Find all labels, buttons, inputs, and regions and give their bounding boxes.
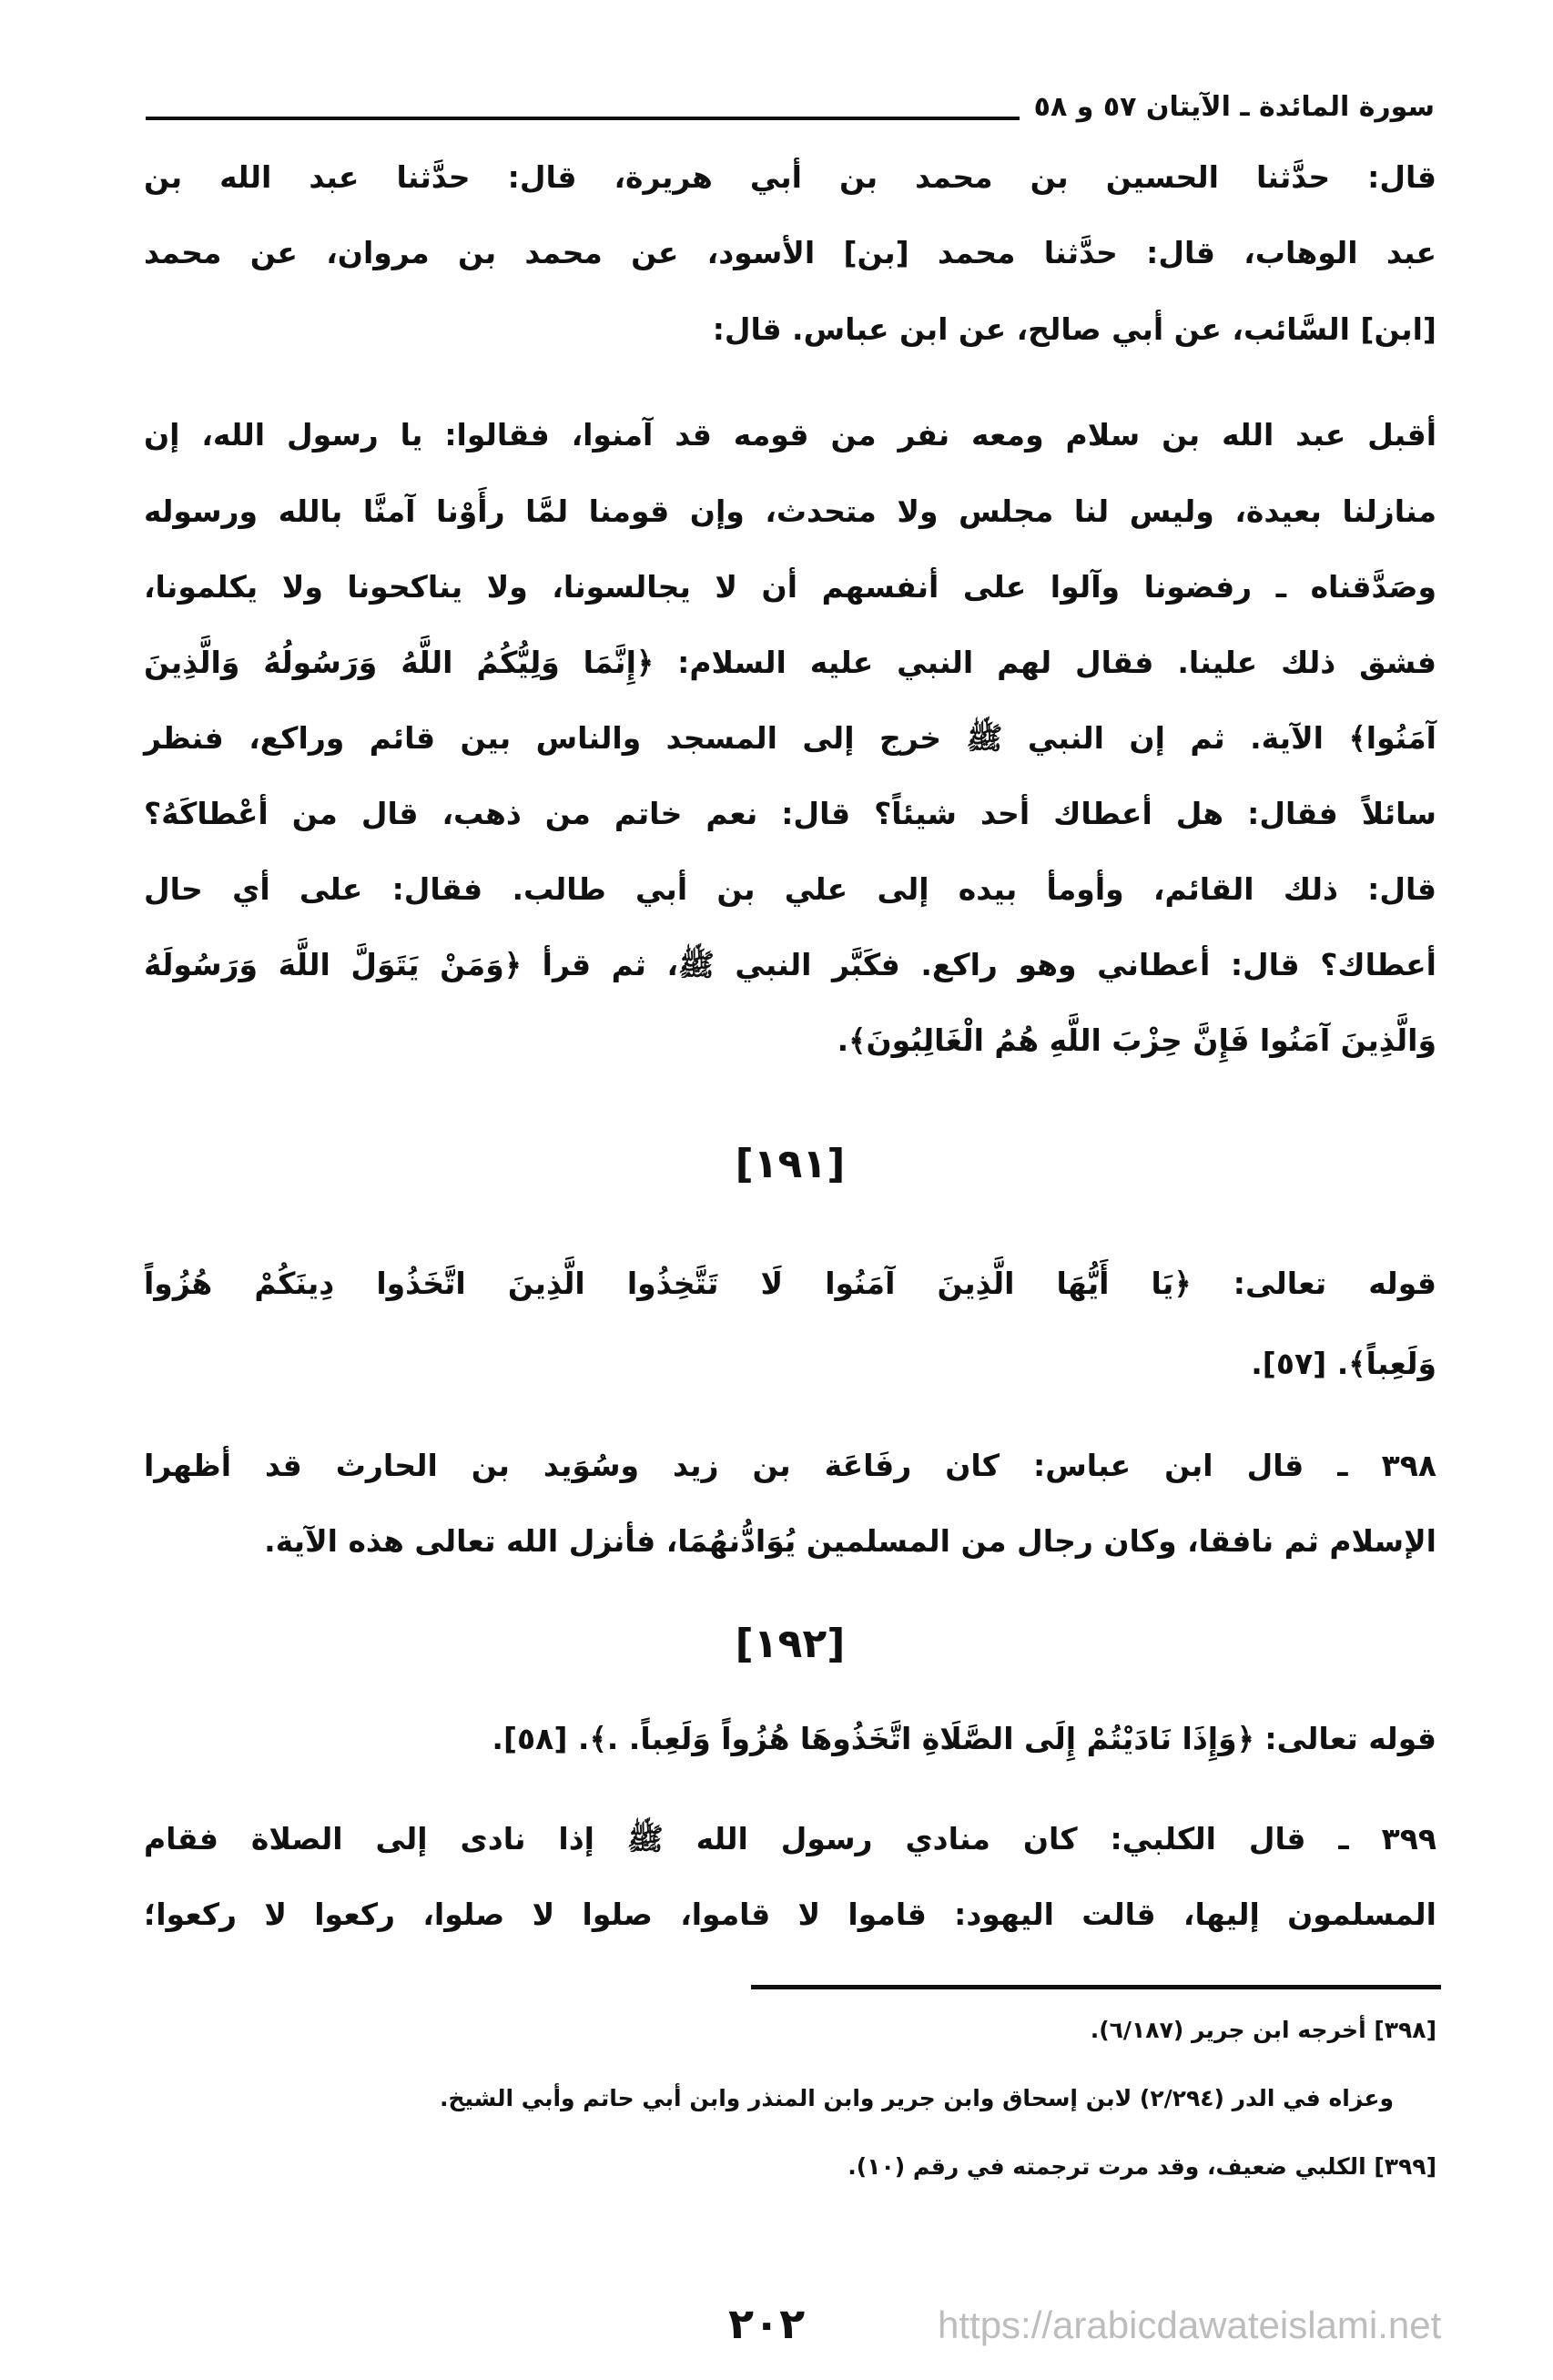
footnote-398: [٣٩٨] أخرجه ابن جرير (٦/١٨٧). <box>1090 2017 1436 2043</box>
section-number <box>144 1621 1436 1667</box>
text-segment: . <box>837 1022 849 1058</box>
watermark-url: https://arabicdawateislami.net <box>938 2304 1442 2346</box>
text-segment: . [٥٧]. <box>1251 1346 1349 1381</box>
footnote-398-continued: وعزاه في الدر (٢/٢٩٤) لابن إسحاق وابن جرير وابن المنذر وابن أبي حاتم وأبي الشيخ. <box>439 2085 1394 2111</box>
text-segment: عبد الوهاب، قال: حدَّثنا محمد [بن] الأسود، عن محمد بن مروان، عن محمد <box>144 235 1436 270</box>
text-line <box>144 569 1436 605</box>
quran-verse: ﴿وَإِذَا نَادَيْتُمْ إِلَى الصَّلَاةِ اتَّخَذُوهَا هُزُواً وَلَعِباً. .﴾ <box>589 1721 1254 1756</box>
text-line <box>144 1523 1436 1559</box>
text-segment: ٣٩٨ ـ قال ابن عباس: كان رفَاعَة بن زيد وسُوَيد بن الحارث قد أظهرا <box>144 1448 1436 1483</box>
text-segment: قال: حدَّثنا الحسين بن محمد بن أبي هريرة، قال: حدَّثنا عبد الله بن <box>144 159 1436 195</box>
quran-verse: ﴿يَا أَيُّهَا الَّذِينَ آمَنُوا لَا تَتَّخِذُوا الَّذِينَ اتَّخَذُوا دِينَكُمْ هُزُواً <box>144 1266 1192 1301</box>
text-line <box>144 796 1436 831</box>
text-line <box>144 1721 1436 1756</box>
text-line <box>144 417 1436 453</box>
quran-verse: آمَنُوا﴾ <box>1348 720 1436 756</box>
text-line <box>144 235 1436 270</box>
text-line <box>144 1821 1436 1865</box>
text-line <box>144 1022 1436 1058</box>
text-segment: [ابن] السَّائب، عن أبي صالح، عن ابن عباس. قال: <box>712 311 1436 347</box>
text-line <box>144 645 1436 680</box>
text-line <box>144 1266 1436 1301</box>
text-segment: الإسلام ثم نافقا، وكان رجال من المسلمين يُوَادُّنهُمَا، فأنزل الله تعالى هذه الآية. <box>264 1523 1436 1559</box>
text-line <box>144 871 1436 907</box>
text-segment: . [٥٨]. <box>492 1721 590 1756</box>
quran-verse: وَالَّذِينَ آمَنُوا فَإِنَّ حِزْبَ اللَّهِ هُمُ الْغَالِبُونَ﴾ <box>848 1022 1436 1058</box>
text-line <box>144 1897 1436 1932</box>
text-segment: قوله تعالى: <box>1191 1266 1436 1301</box>
text-segment: قوله تعالى: <box>1254 1721 1436 1756</box>
text-segment: فشق ذلك علينا. فقال لهم النبي عليه السلام: <box>654 645 1436 680</box>
quran-verse: ﴿إِنَّمَا وَلِيُّكُمُ اللَّهُ وَرَسُولُهُ وَالَّذِينَ <box>144 645 655 680</box>
text-segment: قال: ذلك القائم، وأومأ بيده إلى علي بن أبي طالب. فقال: على أي حال <box>144 871 1436 907</box>
text-segment: الآية. ثم إن النبي ﷺ خرج إلى المسجد والناس بين قائم وراكع، فنظر <box>144 720 1349 756</box>
text-line <box>144 311 1436 347</box>
text-line <box>144 947 1436 991</box>
header-rule <box>146 117 1020 120</box>
footnote-rule <box>751 1985 1441 1989</box>
page-number: ٢٠٢ <box>728 2299 806 2348</box>
quran-verse: وَلَعِباً﴾ <box>1348 1346 1436 1381</box>
text-line <box>144 493 1436 529</box>
text-segment: سائلاً فقال: هل أعطاك أحد شيئاً؟ قال: نعم خاتم من ذهب، قال من أعْطاكَهُ؟ <box>144 796 1436 831</box>
text-segment: أقبل عبد الله بن سلام ومعه نفر من قومه قد آمنوا، فقالوا: يا رسول الله، إن <box>144 417 1436 453</box>
text-segment: وصَدَّقناه ـ رفضونا وآلوا على أنفسهم أن لا يجالسونا، ولا يناكحونا ولا يكلمونا، <box>144 569 1436 605</box>
quran-verse: ﴿وَمَنْ يَتَوَلَّ اللَّهَ وَرَسُولَهُ <box>144 947 523 982</box>
section-number <box>144 1141 1436 1187</box>
running-header: سورة المائدة ـ الآيتان ٥٧ و ٥٨ <box>1033 91 1435 123</box>
text-segment: أعطاك؟ قال: أعطاني وهو راكع. فكَبَّر النبي ﷺ، ثم قرأ <box>522 947 1436 982</box>
text-segment: [١٩٢] <box>735 1621 846 1667</box>
text-line <box>144 1448 1436 1483</box>
text-segment: منازلنا بعيدة، وليس لنا مجلس ولا متحدث، وإن قومنا لمَّا رأَوْنا آمنَّا بالله ورسوله <box>144 493 1436 529</box>
footnote-399: [٣٩٩] الكلبي ضعيف، وقد مرت ترجمته في رقم (١٠). <box>848 2153 1436 2180</box>
text-line <box>144 159 1436 195</box>
text-line <box>144 1346 1436 1381</box>
text-line <box>144 720 1436 764</box>
text-segment: ٣٩٩ ـ قال الكلبي: كان منادي رسول الله ﷺ إذا نادى إلى الصلاة فقام <box>144 1821 1436 1856</box>
text-segment: [١٩١] <box>735 1141 846 1187</box>
text-segment: المسلمون إليها، قالت اليهود: قاموا لا قاموا، صلوا لا صلوا، ركعوا لا ركعوا؛ <box>144 1897 1436 1932</box>
